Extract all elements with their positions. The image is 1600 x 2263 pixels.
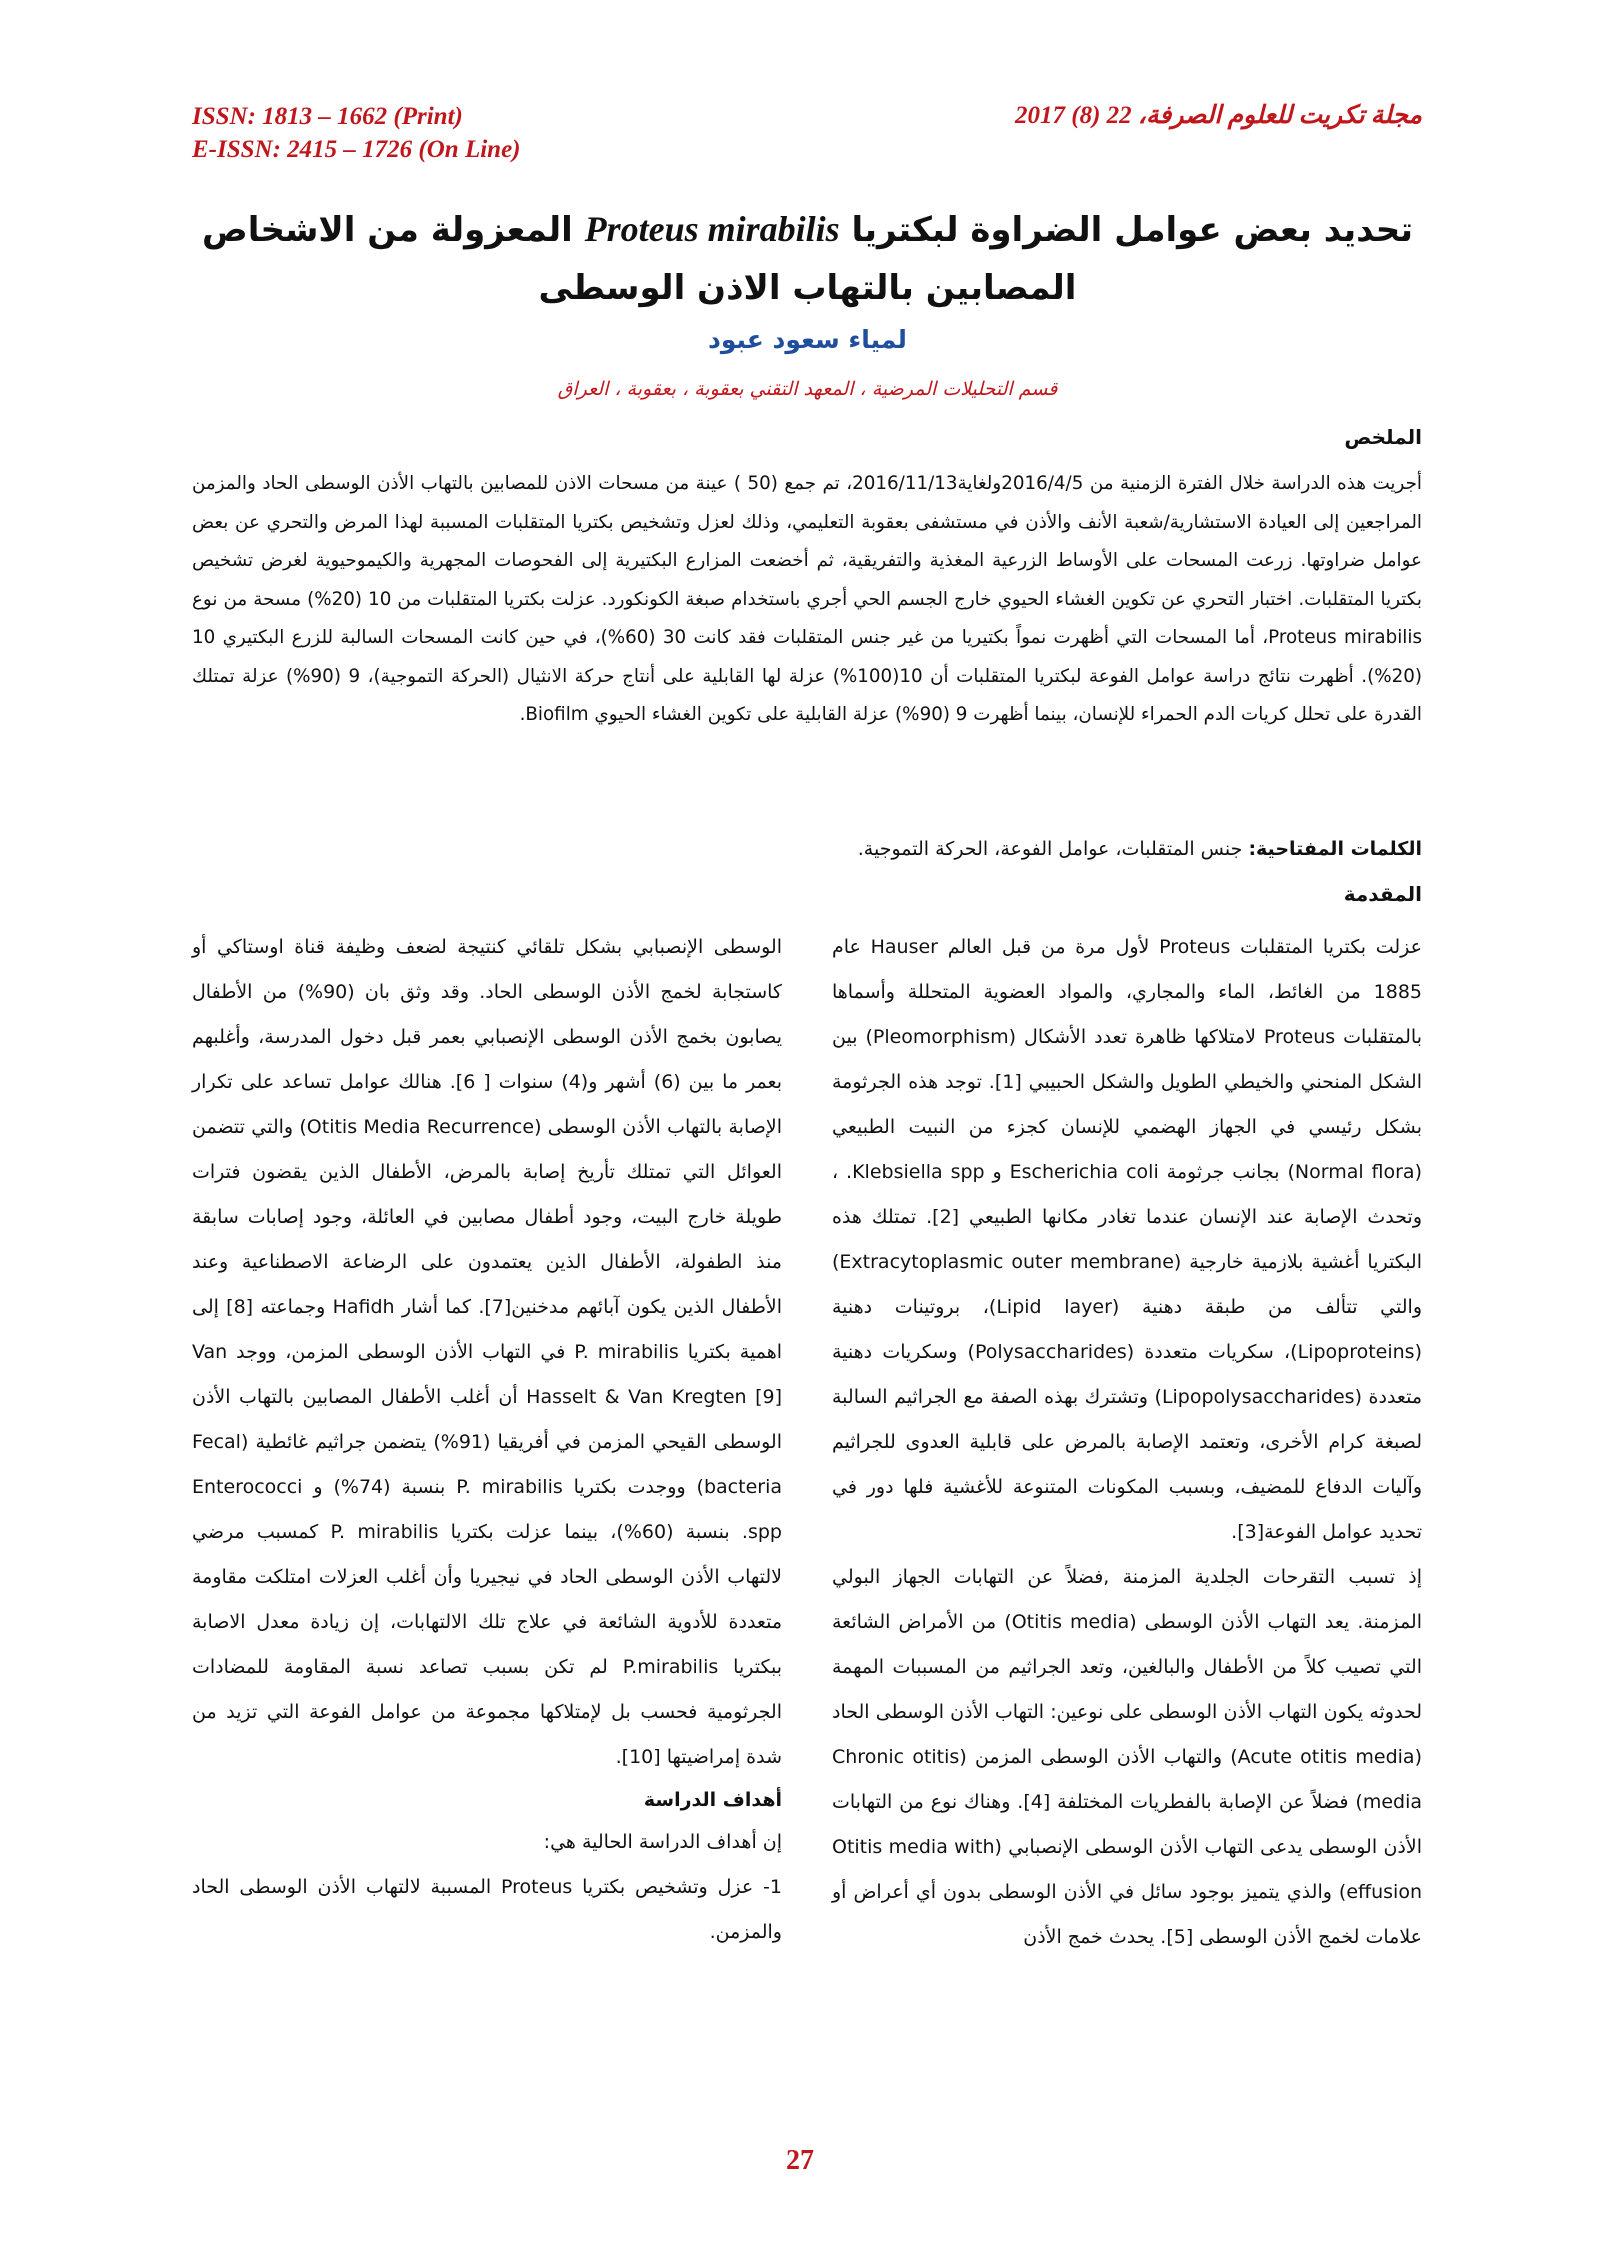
issn-block: [192, 100, 752, 166]
title-part2: المعزولة من الاشخاص المصابين بالتهاب الاذن الوسطى: [201, 210, 1077, 308]
abstract-heading: الملخص: [1344, 425, 1422, 449]
intro-paragraph-3: الوسطى الإنصبابي بشكل تلقائي كنتيجة لضعف وظيفة قناة اوستاكي أو كاستجابة لخمج الأذن الوسطى الحاد. وقد وثق بان (90%) من الأطفال يصابون بخمج الأذن الوسطى الإنصبابي بعمر قبل دخول المدرسة، وأغلبهم بعمر ما بين (6) أشهر و(4) سنوات [ 6]. هنالك عوامل تساعد على تكرار الإصابة بالتهاب الأذن الوسطى (Otitis Media Recurrence) والتي تتضمن العوائل التي تمتلك تأريخ إصابة بالمرض، الأطفال الذين يقضون فترات طويلة خارج البيت، وجود أطفال مصابين في العائلة، وجود إصابات سابقة منذ الطفولة، الأطفال الذين يعتمدون على الرضاعة الاصطناعية وعند الأطفال الذين يكون آبائهم مدخنين[7]. كما أشار Hafidh وجماعته [8] إلى اهمية بكتريا P. mirabilis في التهاب الأذن الوسطى المزمن، ووجد Van Hasselt & Van Kregten [9] أن أغلب الأطفال المصابين بالتهاب الأذن الوسطى القيحي المزمن في أفريقيا (91%) يتضمن جراثيم غائطية (Fecal bacteria) ووجدت بكتريا P. mirabilis بنسبة (74%) و Enterococci spp. بنسبة (60%)، بينما عزلت بكتريا P. mirabilis كمسبب مرضي لالتهاب الأذن الوسطى الحاد في نيجيريا وأن أغلب العزلات امتلكت مقاومة متعددة للأدوية الشائعة في علاج تلك الالتهابات، إن زيادة معدل الاصابة ببكتريا P.mirabilis لم تكن بسبب تصاعد نسبة المقاومة للمضادات الجرثومية فحسب بل لإمتلاكها مجموعة من عوامل الفوعة التي تزيد من شدة إمراضيتها [10].: [192, 936, 783, 1768]
column-left: [192, 925, 782, 1955]
journal-citation: مجلة تكريت للعلوم الصرفة، 22 (8) 2017: [1014, 102, 1422, 129]
intro-paragraph-1: عزلت بكتريا المتقلبات Proteus لأول مرة من قبل العالم Hauser عام 1885 من الغائط، الماء والمجاري، والمواد العضوية المتحللة وأسماها بالمتقلبات Proteus لامتلاكها ظاهرة تعدد الأشكال (Pleomorphism) بين الشكل المنحني والخيطي الطويل والشكل الحبيبي [1]. توجد هذه الجرثومة بشكل رئيسي في الجهاز الهضمي للإنسان كجزء من النبيت الطبيعي (Normal flora) بجانب جرثومة Escherichia coli و Klebsiella spp. ، وتحدث الإصابة عند الإنسان عندما تغادر مكانها الطبيعي [2]. تمتلك هذه البكتريا أغشية بلازمية خارجية (Extracytoplasmic outer membrane) والتي تتألف من طبقة دهنية (Lipid layer)، بروتينات دهنية (Lipoproteins)، سكريات متعددة (Polysaccharides) وسكريات دهنية متعددة (Lipopolysaccharides) وتشترك بهذه الصفة مع الجراثيم السالبة لصبغة كرام الأخرى، وتعتمد الإصابة بالمرض على قابلية العدوى للجراثيم وآليات الدفاع للمضيف، وبسبب المكونات المتنوعة للأغشية فلها دور في تحديد عوامل الفوعة[3].: [832, 936, 1423, 1543]
aims-item-1: 1- عزل وتشخيص بكتريا Proteus المسببة لالتهاب الأذن الوسطى الحاد والمزمن.: [192, 1876, 782, 1943]
intro-paragraph-2: إذ تسبب التقرحات الجلدية المزمنة ,فضلاً عن التهابات الجهاز البولي المزمنة. يعد التهاب الأذن الوسطى (Otitis media) من الأمراض الشائعة التي تصيب كلاً من الأطفال والبالغين، وتعد الجراثيم من المسببات المهمة لحدوثه يكون التهاب الأذن الوسطى على نوعين: التهاب الأذن الوسطى الحاد (Acute otitis media) والتهاب الأذن الوسطى المزمن (Chronic otitis media) فضلاً عن الإصابة بالفطريات المختلفة [4]. وهناك نوع من التهابات الأذن الوسطى يدعى التهاب الأذن الوسطى الإنصبابي (Otitis media with effusion) والذي يتميز بوجود سائل في الأذن الوسطى بدون أي أعراض أو علامات لخمج الأذن الوسطى [5]. يحدث خمج الأذن: [832, 1566, 1422, 1948]
title-species: Proteus mirabilis: [584, 209, 840, 249]
author-name: لمياء سعود عبود: [708, 325, 907, 354]
keywords-text: جنس المتقلبات، عوامل الفوعة، الحركة التموجية.: [857, 838, 1243, 860]
author-affiliation: قسم التحليلات المرضية ، المعهد التقني بعقوبة ، بعقوبة ، العراق: [557, 378, 1058, 400]
issn-online: E-ISSN: 2415 – 1726 (On Line): [192, 136, 521, 163]
keywords-label: الكلمات المفتاحية:: [1248, 838, 1422, 860]
column-right: [832, 925, 1422, 1960]
keywords: [192, 838, 1422, 860]
intro-heading: المقدمة: [1343, 882, 1422, 906]
abstract-text: أجريت هذه الدراسة خلال الفترة الزمنية من 2016/4/5ولغاية2016/11/13، تم جمع (50 ) عينة من مسحات الاذن للمصابين بالتهاب الأذن الوسطى الحاد والمزمن المراجعين إلى العيادة الاستشارية/شعبة الأنف والأذن في مستشفى بعقوبة التعليمي، وذلك لعزل وتشخيص بكتريا المتقلبات المسببة لهذا المرض والتحري عن بعض عوامل ضراوتها. زرعت المسحات على الأوساط الزرعية المغذية والتفريقية، ثم أخضعت المزارع البكتيرية إلى الفحوصات المجهرية والكيموحيوية لغرض تشخيص بكتريا المتقلبات. اختبار التحري عن تكوين الغشاء الحيوي خارج الجسم الحي أجري باستخدام صبغة الكونكورد. عزلت بكتريا المتقلبات من 10 (20%) مسحة من نوع Proteus mirabilis، أما المسحات التي أظهرت نمواً بكتيريا من غير جنس المتقلبات فقد كانت 30 (60%)، في حين كانت المسحات السالبة للزرع البكتيري 10 (20%). أظهرت نتائج دراسة عوامل الفوعة لبكتريا المتقلبات أن 10(100%) عزلة لها القابلية على أنتاج حركة الانثيال (الحركة التموجية)، 9 (90%) عزلة تمتلك القدرة على تحلل كريات الدم الحمراء للإنسان، بينما أظهرت 9 (90%) عزلة القابلية على تكوين الغشاء الحيوي Biofilm.: [192, 473, 1422, 725]
page-number: 27: [786, 2145, 814, 2176]
issn-print: ISSN: 1813 – 1662 (Print): [192, 103, 463, 130]
aims-intro: إن أهداف الدراسة الحالية هي:: [543, 1831, 782, 1853]
paper-title: [195, 200, 1420, 317]
title-part1: تحديد بعض عوامل الضراوة لبكتريا: [851, 210, 1414, 250]
aims-heading: أهداف الدراسة: [643, 1789, 782, 1811]
